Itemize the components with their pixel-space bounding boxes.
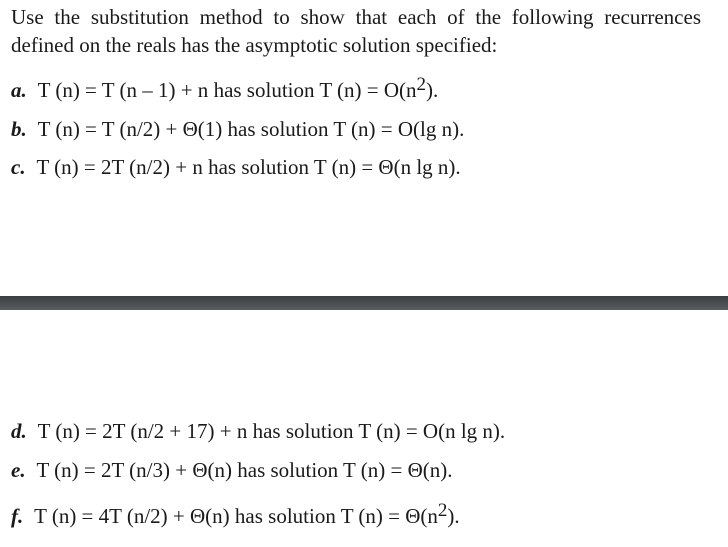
recurrence-connector: has solution	[208, 155, 310, 179]
recurrence-item-a	[11, 76, 438, 104]
recurrence-tail: ).	[447, 504, 460, 528]
recurrence-lhs: T (n) = T (n/2) + Θ(1)	[37, 117, 223, 141]
recurrence-connector: has solution	[213, 78, 315, 102]
recurrence-connector: has solution	[237, 458, 339, 482]
recurrence-rhs: T (n) = O(n	[319, 78, 417, 102]
recurrence-lhs: T (n) = 2T (n/3) + Θ(n)	[36, 458, 232, 482]
problem-intro: Use the substitution method to show that each of the following recurrences defined on the reals has the asymptotic solution specified:	[11, 5, 701, 57]
recurrence-connector: has solution	[227, 117, 329, 141]
recurrence-rhs: T (n) = Θ(n	[340, 504, 438, 528]
recurrence-item-b	[11, 115, 464, 143]
page-divider	[0, 296, 728, 310]
item-label: f.	[11, 504, 24, 528]
recurrence-connector: has solution	[234, 504, 336, 528]
item-label: d.	[11, 419, 27, 443]
recurrence-item-e	[11, 456, 452, 484]
item-label: e.	[11, 458, 26, 482]
item-label: c.	[11, 155, 26, 179]
recurrence-lhs: T (n) = 4T (n/2) + Θ(n)	[34, 504, 230, 528]
exponent: 2	[416, 74, 427, 95]
recurrence-rhs: T (n) = O(lg n).	[333, 117, 465, 141]
recurrence-rhs: T (n) = Θ(n).	[343, 458, 453, 482]
exponent: 2	[437, 500, 448, 521]
recurrence-connector: has solution	[252, 419, 354, 443]
recurrence-rhs: T (n) = O(n lg n).	[358, 419, 506, 443]
item-label: a.	[11, 78, 27, 102]
recurrence-lhs: T (n) = 2T (n/2) + n	[36, 155, 203, 179]
recurrence-lhs: T (n) = T (n – 1) + n	[37, 78, 209, 102]
recurrence-tail: ).	[426, 78, 439, 102]
recurrence-item-c	[11, 153, 461, 181]
recurrence-lhs: T (n) = 2T (n/2 + 17) + n	[37, 419, 248, 443]
recurrence-item-d	[11, 417, 505, 445]
item-label: b.	[11, 117, 27, 141]
recurrence-item-f	[11, 502, 460, 530]
recurrence-rhs: T (n) = Θ(n lg n).	[313, 155, 461, 179]
